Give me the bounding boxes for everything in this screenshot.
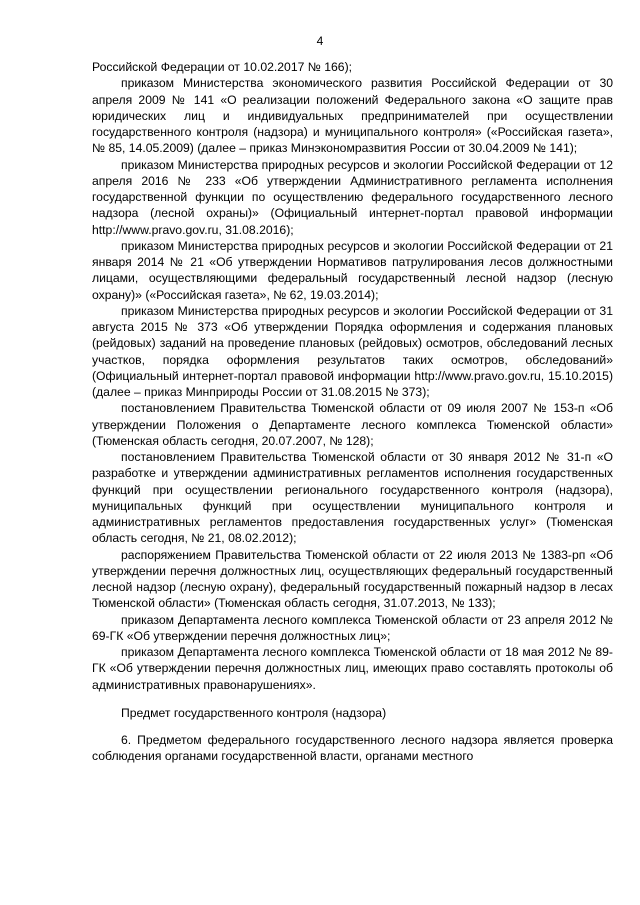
page-number: 4 bbox=[316, 34, 324, 48]
document-body bbox=[92, 59, 613, 765]
paragraph: приказом Министерства экономического развития Российской Федерации от 30 апреля 2009 № 141 «О реализации положений Федерального закона «О защите прав юридических лиц и индивидуальных предпринимателей при осуществлении государственного контроля (надзора) и муниципального контроля» («Российская газета», № 85, 14.05.2009) (далее – приказ Минэкономразвития России от 30.04.2009 № 141); bbox=[92, 76, 613, 156]
paragraph: постановлением Правительства Тюменской области от 09 июля 2007 № 153-п «Об утверждении Положения о Департаменте лесного комплекса Тюменской области» (Тюменская область сегодня, 20.07.2007, № 128); bbox=[92, 401, 613, 448]
paragraph: приказом Министерства природных ресурсов и экологии Российской Федерации от 31 августа 2015 № 373 «Об утверждении Порядка оформления и содержания плановых (рейдовых) заданий на проведение плановых (рейдовых) осмотров, обследований лесных участков, порядка оформления результатов таких осмотров, обследований» (Официальный интернет-портал правовой информации http://www.pravo.gov.ru, 15.10.2015) (далее – приказ Минприроды России от 31.08.2015 № 373); bbox=[92, 303, 613, 399]
paragraph: приказом Департамента лесного комплекса Тюменской области от 18 мая 2012 № 89-ГК «Об утверждении перечня должностных лиц, имеющих право составлять протоколы об административных правонарушениях». bbox=[92, 645, 613, 692]
paragraph-continuation: Российской Федерации от 10.02.2017 № 166); bbox=[92, 60, 353, 74]
paragraph: приказом Министерства природных ресурсов и экологии Российской Федерации от 21 января 2014 № 21 «Об утверждении Нормативов патрулирования лесов должностными лицами, осуществляющими федеральный государственный лесной надзор (лесную охрану)» («Российская газета», № 62, 19.03.2014); bbox=[92, 238, 613, 302]
section-heading: Предмет государственного контроля (надзора) bbox=[121, 705, 387, 720]
paragraph: приказом Министерства природных ресурсов и экологии Российской Федерации от 12 апреля 2016 № 233 «Об утверждении Административного регламента исполнения государственной функции по осуществлению федерального государственного лесного надзора (лесной охраны)» (Официальный интернет-портал правовой информации http://www.pravo.gov.ru, 31.08.2016); bbox=[92, 157, 613, 237]
paragraph: 6. Предметом федерального государственного лесного надзора является проверка соблюдения органами государственной власти, органами местного bbox=[92, 733, 613, 764]
paragraph: распоряжением Правительства Тюменской области от 22 июля 2013 № 1383-рп «Об утверждении перечня должностных лиц, осуществляющих федеральный государственный лесной надзор (лесную охрану), федеральный государственный пожарный надзор в лесах Тюменской области» (Тюменская область сегодня, 31.07.2013, № 133); bbox=[92, 547, 613, 611]
paragraph: постановлением Правительства Тюменской области от 30 января 2012 № 31-п «О разработке и утверждении административных регламентов исполнения государственных функций при осуществлении регионального государственного контроля (надзора), муниципальных функций при осуществлении муниципального контроля и административных регламентов предоставления государственных услуг» (Тюменская область сегодня, № 21, 08.02.2012); bbox=[92, 450, 613, 546]
paragraph: приказом Департамента лесного комплекса Тюменской области от 23 апреля 2012 № 69-ГК «Об утверждении перечня должностных лиц»; bbox=[92, 612, 613, 643]
